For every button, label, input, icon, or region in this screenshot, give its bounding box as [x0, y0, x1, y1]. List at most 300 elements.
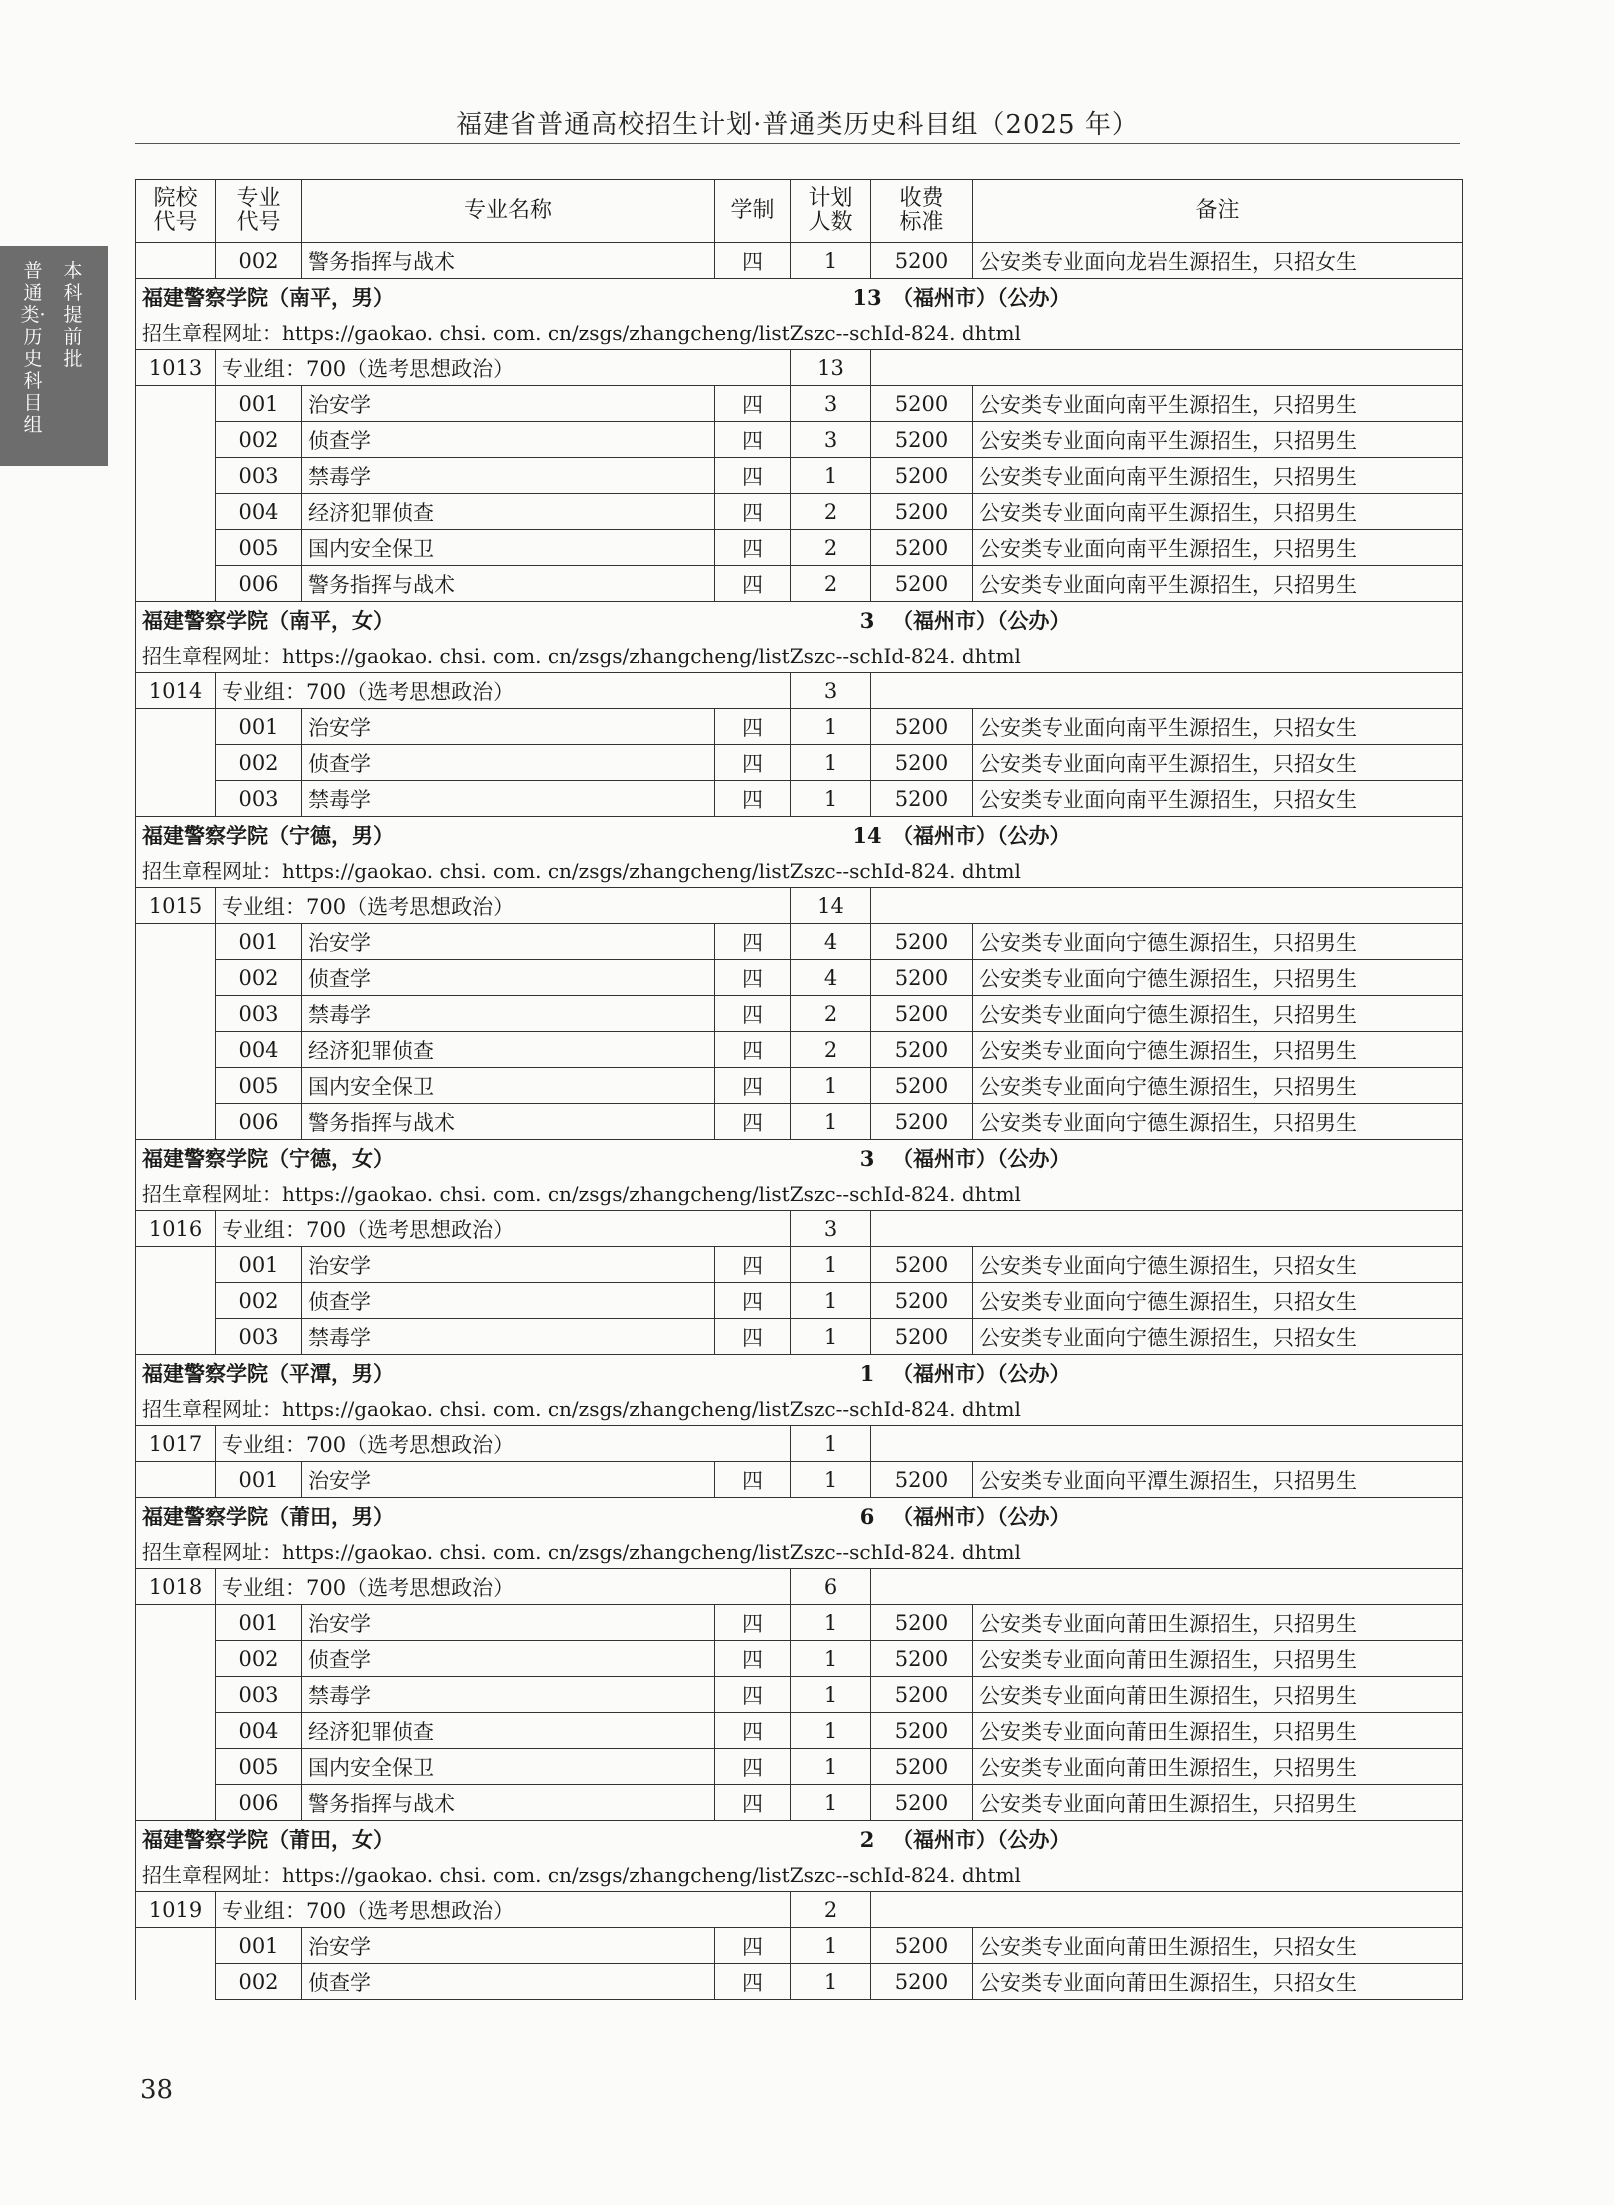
major-code: 003	[216, 1319, 302, 1355]
institution-cell	[136, 602, 1463, 638]
major-plan: 1	[791, 1928, 871, 1964]
major-years: 四	[715, 781, 791, 817]
major-note: 公安类专业面向南平生源招生，只招男生	[973, 458, 1463, 494]
school-code-cell	[136, 1964, 216, 2000]
school-code-cell	[136, 781, 216, 817]
major-fee: 5200	[871, 494, 973, 530]
group-plan: 14	[791, 888, 871, 924]
institution-row	[136, 1355, 1463, 1391]
institution-cell	[136, 817, 1463, 853]
charter-url-label: 招生章程网址：	[142, 1863, 282, 1887]
major-code: 006	[216, 1785, 302, 1821]
major-name: 治安学	[302, 924, 715, 960]
school-code-cell	[136, 1785, 216, 1821]
table-row	[136, 781, 1463, 817]
major-note: 公安类专业面向莆田生源招生，只招男生	[973, 1677, 1463, 1713]
major-plan: 1	[791, 458, 871, 494]
major-fee: 5200	[871, 422, 973, 458]
charter-url-cell	[136, 1856, 1463, 1892]
header-school-code-label: 院校 代号	[153, 186, 198, 235]
group-empty-cell	[871, 350, 1463, 386]
institution-name: 福建警察学院（宁德，女）	[142, 1145, 394, 1171]
charter-url-link[interactable]: https://gaokao. chsi. com. cn/zsgs/zhangcheng/listZszc--schId-824. dhtml	[282, 1182, 1021, 1206]
major-plan: 1	[791, 1319, 871, 1355]
institution-plan: 1	[859, 1360, 875, 1386]
major-name: 经济犯罪侦查	[302, 1032, 715, 1068]
header-plan-label: 计划 人数	[808, 186, 853, 235]
group-empty-cell	[871, 1892, 1463, 1928]
major-name: 警务指挥与战术	[302, 1785, 715, 1821]
charter-url-link[interactable]: https://gaokao. chsi. com. cn/zsgs/zhangcheng/listZszc--schId-824. dhtml	[282, 644, 1021, 668]
header-major-code	[216, 180, 302, 243]
table-row	[136, 960, 1463, 996]
major-note: 公安类专业面向南平生源招生，只招男生	[973, 566, 1463, 602]
institution-plan: 14	[852, 822, 882, 848]
major-fee: 5200	[871, 1928, 973, 1964]
major-fee: 5200	[871, 1677, 973, 1713]
major-fee: 5200	[871, 1713, 973, 1749]
charter-url-label: 招生章程网址：	[142, 1397, 282, 1421]
table-row	[136, 1713, 1463, 1749]
major-code: 002	[216, 1964, 302, 2000]
major-note: 公安类专业面向南平生源招生，只招女生	[973, 745, 1463, 781]
institution-plan: 3	[859, 607, 875, 633]
major-code: 001	[216, 924, 302, 960]
major-years: 四	[715, 924, 791, 960]
major-name: 治安学	[302, 1928, 715, 1964]
major-code: 002	[216, 422, 302, 458]
enrollment-plan-table	[135, 179, 1463, 2000]
institution-info: （福州市）（公办）	[892, 607, 1071, 633]
major-fee: 5200	[871, 1104, 973, 1140]
major-fee: 5200	[871, 745, 973, 781]
major-note: 公安类专业面向龙岩生源招生，只招女生	[973, 243, 1463, 279]
major-years: 四	[715, 1283, 791, 1319]
major-years: 四	[715, 1677, 791, 1713]
major-years: 四	[715, 386, 791, 422]
major-code: 002	[216, 1283, 302, 1319]
charter-url-link[interactable]: https://gaokao. chsi. com. cn/zsgs/zhangcheng/listZszc--schId-824. dhtml	[282, 1863, 1021, 1887]
major-plan: 1	[791, 1068, 871, 1104]
major-years: 四	[715, 566, 791, 602]
major-code: 003	[216, 781, 302, 817]
major-plan: 1	[791, 781, 871, 817]
school-code-cell	[136, 745, 216, 781]
major-name: 禁毒学	[302, 1319, 715, 1355]
major-code: 001	[216, 1247, 302, 1283]
institution-row	[136, 817, 1463, 853]
major-plan: 1	[791, 745, 871, 781]
major-plan: 2	[791, 494, 871, 530]
major-code: 003	[216, 458, 302, 494]
table-row	[136, 924, 1463, 960]
institution-info: （福州市）（公办）	[892, 1360, 1071, 1386]
page-number: 38	[140, 2075, 174, 2105]
charter-url-label: 招生章程网址：	[142, 644, 282, 668]
page-header: 福建省普通高校招生计划·普通类历史科目组（2025 年）	[456, 110, 1139, 140]
charter-url-cell	[136, 1175, 1463, 1211]
school-code-cell	[136, 1032, 216, 1068]
group-plan: 3	[791, 673, 871, 709]
major-note: 公安类专业面向莆田生源招生，只招男生	[973, 1749, 1463, 1785]
major-group-row	[136, 888, 1463, 924]
header-major-name	[302, 180, 715, 243]
group-plan: 2	[791, 1892, 871, 1928]
institution-info: （福州市）（公办）	[892, 1826, 1071, 1852]
major-fee: 5200	[871, 709, 973, 745]
major-code: 005	[216, 530, 302, 566]
major-years: 四	[715, 1713, 791, 1749]
major-note: 公安类专业面向南平生源招生，只招女生	[973, 709, 1463, 745]
major-name: 警务指挥与战术	[302, 1104, 715, 1140]
major-note: 公安类专业面向宁德生源招生，只招男生	[973, 924, 1463, 960]
institution-info: （福州市）（公办）	[892, 822, 1071, 848]
school-code: 1017	[136, 1426, 216, 1462]
major-fee: 5200	[871, 1749, 973, 1785]
major-name: 警务指挥与战术	[302, 243, 715, 279]
table-row	[136, 494, 1463, 530]
institution-row	[136, 1498, 1463, 1534]
major-name: 治安学	[302, 1462, 715, 1498]
institution-cell	[136, 279, 1463, 315]
major-name: 侦查学	[302, 1641, 715, 1677]
header-note-label: 备注	[1195, 198, 1240, 223]
school-code-cell	[136, 1749, 216, 1785]
group-plan: 13	[791, 350, 871, 386]
major-years: 四	[715, 1641, 791, 1677]
major-plan: 2	[791, 530, 871, 566]
major-group-label: 专业组：700（选考思想政治）	[216, 1211, 791, 1247]
school-code-cell	[136, 566, 216, 602]
school-code-cell	[136, 996, 216, 1032]
institution-row	[136, 602, 1463, 638]
major-code: 005	[216, 1068, 302, 1104]
major-plan: 1	[791, 1283, 871, 1319]
table-row	[136, 1964, 1463, 2000]
major-years: 四	[715, 996, 791, 1032]
table-row	[136, 1462, 1463, 1498]
school-code-cell	[136, 924, 216, 960]
table-row	[136, 243, 1463, 279]
group-empty-cell	[871, 673, 1463, 709]
major-group-row	[136, 1426, 1463, 1462]
group-plan: 1	[791, 1426, 871, 1462]
major-group-row	[136, 1211, 1463, 1247]
major-years: 四	[715, 709, 791, 745]
side-tab	[0, 246, 108, 466]
major-group-label: 专业组：700（选考思想政治）	[216, 1426, 791, 1462]
major-years: 四	[715, 422, 791, 458]
charter-url-label: 招生章程网址：	[142, 1182, 282, 1206]
major-note: 公安类专业面向莆田生源招生，只招男生	[973, 1641, 1463, 1677]
major-code: 002	[216, 745, 302, 781]
charter-url-row	[136, 852, 1463, 888]
school-code-cell	[136, 386, 216, 422]
charter-url-row	[136, 314, 1463, 350]
major-fee: 5200	[871, 1247, 973, 1283]
school-code: 1019	[136, 1892, 216, 1928]
major-name: 经济犯罪侦查	[302, 494, 715, 530]
major-code: 002	[216, 243, 302, 279]
school-code-cell	[136, 709, 216, 745]
major-group-label: 专业组：700（选考思想政治）	[216, 350, 791, 386]
major-fee: 5200	[871, 243, 973, 279]
header-note	[973, 180, 1463, 243]
major-fee: 5200	[871, 566, 973, 602]
major-years: 四	[715, 530, 791, 566]
major-note: 公安类专业面向南平生源招生，只招男生	[973, 530, 1463, 566]
header-major-code-label: 专业 代号	[236, 186, 281, 235]
major-name: 侦查学	[302, 422, 715, 458]
major-plan: 2	[791, 566, 871, 602]
institution-plan: 3	[859, 1145, 875, 1171]
header-plan	[791, 180, 871, 243]
school-code-cell	[136, 458, 216, 494]
table-row	[136, 1928, 1463, 1964]
school-code-cell	[136, 1462, 216, 1498]
table-row	[136, 1068, 1463, 1104]
major-plan: 3	[791, 422, 871, 458]
major-plan: 1	[791, 1104, 871, 1140]
major-plan: 1	[791, 1785, 871, 1821]
major-name: 禁毒学	[302, 458, 715, 494]
major-years: 四	[715, 1104, 791, 1140]
major-code: 003	[216, 1677, 302, 1713]
header-fee-label: 收费 标准	[899, 186, 944, 235]
institution-plan: 6	[859, 1503, 875, 1529]
school-code-cell	[136, 1068, 216, 1104]
charter-url-link[interactable]: https://gaokao. chsi. com. cn/zsgs/zhangcheng/listZszc--schId-824. dhtml	[282, 859, 1021, 883]
group-empty-cell	[871, 1426, 1463, 1462]
major-note: 公安类专业面向宁德生源招生，只招男生	[973, 1068, 1463, 1104]
header-major-name-label: 专业名称	[463, 198, 552, 223]
major-fee: 5200	[871, 458, 973, 494]
institution-name: 福建警察学院（莆田，女）	[142, 1826, 394, 1852]
major-years: 四	[715, 1785, 791, 1821]
major-note: 公安类专业面向宁德生源招生，只招女生	[973, 1319, 1463, 1355]
major-years: 四	[715, 1247, 791, 1283]
major-note: 公安类专业面向宁德生源招生，只招男生	[973, 1104, 1463, 1140]
table-row	[136, 1641, 1463, 1677]
major-note: 公安类专业面向南平生源招生，只招男生	[973, 422, 1463, 458]
school-code-cell	[136, 1677, 216, 1713]
major-name: 国内安全保卫	[302, 1068, 715, 1104]
major-fee: 5200	[871, 530, 973, 566]
table-row	[136, 1104, 1463, 1140]
major-note: 公安类专业面向南平生源招生，只招男生	[973, 494, 1463, 530]
major-plan: 1	[791, 1749, 871, 1785]
major-code: 006	[216, 566, 302, 602]
institution-cell	[136, 1355, 1463, 1391]
school-code: 1013	[136, 350, 216, 386]
major-plan: 1	[791, 1677, 871, 1713]
school-code-cell	[136, 1104, 216, 1140]
major-code: 001	[216, 1928, 302, 1964]
major-years: 四	[715, 1749, 791, 1785]
major-group-label: 专业组：700（选考思想政治）	[216, 888, 791, 924]
header-fee	[871, 180, 973, 243]
major-years: 四	[715, 1928, 791, 1964]
major-name: 禁毒学	[302, 781, 715, 817]
major-years: 四	[715, 1964, 791, 2000]
school-code-cell	[136, 960, 216, 996]
major-fee: 5200	[871, 1032, 973, 1068]
header-rule	[135, 143, 1460, 144]
group-plan: 6	[791, 1569, 871, 1605]
major-plan: 1	[791, 243, 871, 279]
major-note: 公安类专业面向宁德生源招生，只招男生	[973, 996, 1463, 1032]
major-code: 001	[216, 1605, 302, 1641]
major-code: 004	[216, 1032, 302, 1068]
institution-cell	[136, 1821, 1463, 1857]
major-name: 侦查学	[302, 1283, 715, 1319]
charter-url-row	[136, 1175, 1463, 1211]
major-note: 公安类专业面向南平生源招生，只招女生	[973, 781, 1463, 817]
school-code-cell	[136, 1713, 216, 1749]
group-empty-cell	[871, 1569, 1463, 1605]
school-code-cell	[136, 243, 216, 279]
table-row	[136, 530, 1463, 566]
major-plan: 1	[791, 1605, 871, 1641]
institution-info: （福州市）（公办）	[892, 1503, 1071, 1529]
charter-url-cell	[136, 1533, 1463, 1569]
institution-info: （福州市）（公办）	[892, 284, 1071, 310]
school-code-cell	[136, 1319, 216, 1355]
major-name: 治安学	[302, 709, 715, 745]
school-code: 1015	[136, 888, 216, 924]
major-code: 001	[216, 709, 302, 745]
institution-cell	[136, 1498, 1463, 1534]
institution-plan: 2	[859, 1826, 875, 1852]
major-plan: 2	[791, 1032, 871, 1068]
charter-url-label: 招生章程网址：	[142, 321, 282, 345]
major-name: 侦查学	[302, 960, 715, 996]
major-years: 四	[715, 494, 791, 530]
major-plan: 3	[791, 386, 871, 422]
major-group-label: 专业组：700（选考思想政治）	[216, 1569, 791, 1605]
institution-name: 福建警察学院（南平，男）	[142, 284, 394, 310]
major-name: 经济犯罪侦查	[302, 1713, 715, 1749]
charter-url-link[interactable]: https://gaokao. chsi. com. cn/zsgs/zhangcheng/listZszc--schId-824. dhtml	[282, 1540, 1021, 1564]
table-row	[136, 1785, 1463, 1821]
table-row	[136, 1283, 1463, 1319]
charter-url-link[interactable]: https://gaokao. chsi. com. cn/zsgs/zhangcheng/listZszc--schId-824. dhtml	[282, 1397, 1021, 1421]
major-name: 禁毒学	[302, 1677, 715, 1713]
major-years: 四	[715, 1462, 791, 1498]
major-name: 国内安全保卫	[302, 1749, 715, 1785]
major-years: 四	[715, 745, 791, 781]
major-note: 公安类专业面向宁德生源招生，只招男生	[973, 1032, 1463, 1068]
institution-name: 福建警察学院（平潭，男）	[142, 1360, 394, 1386]
major-code: 004	[216, 494, 302, 530]
major-group-row	[136, 350, 1463, 386]
institution-name: 福建警察学院（莆田，男）	[142, 1503, 394, 1529]
major-name: 警务指挥与战术	[302, 566, 715, 602]
table-row	[136, 458, 1463, 494]
major-fee: 5200	[871, 960, 973, 996]
major-name: 侦查学	[302, 1964, 715, 2000]
header-school-code	[136, 180, 216, 243]
major-group-label: 专业组：700（选考思想政治）	[216, 673, 791, 709]
major-fee: 5200	[871, 1605, 973, 1641]
major-code: 002	[216, 1641, 302, 1677]
major-fee: 5200	[871, 1068, 973, 1104]
major-fee: 5200	[871, 1785, 973, 1821]
major-fee: 5200	[871, 996, 973, 1032]
school-code: 1014	[136, 673, 216, 709]
table-row	[136, 745, 1463, 781]
header-years	[715, 180, 791, 243]
charter-url-cell	[136, 1390, 1463, 1426]
group-empty-cell	[871, 888, 1463, 924]
table-row	[136, 1749, 1463, 1785]
major-years: 四	[715, 960, 791, 996]
major-years: 四	[715, 243, 791, 279]
major-years: 四	[715, 1319, 791, 1355]
school-code-cell	[136, 1641, 216, 1677]
major-name: 侦查学	[302, 745, 715, 781]
major-group-row	[136, 673, 1463, 709]
table-row	[136, 1605, 1463, 1641]
charter-url-label: 招生章程网址：	[142, 1540, 282, 1564]
institution-info: （福州市）（公办）	[892, 1145, 1071, 1171]
school-code-cell	[136, 1283, 216, 1319]
major-plan: 1	[791, 1641, 871, 1677]
charter-url-row	[136, 637, 1463, 673]
group-empty-cell	[871, 1211, 1463, 1247]
institution-row	[136, 1140, 1463, 1176]
major-fee: 5200	[871, 924, 973, 960]
institution-row	[136, 1821, 1463, 1857]
major-code: 005	[216, 1749, 302, 1785]
school-code: 1016	[136, 1211, 216, 1247]
major-note: 公安类专业面向莆田生源招生，只招男生	[973, 1605, 1463, 1641]
group-plan: 3	[791, 1211, 871, 1247]
major-note: 公安类专业面向宁德生源招生，只招女生	[973, 1247, 1463, 1283]
institution-name: 福建警察学院（南平，女）	[142, 607, 394, 633]
major-plan: 1	[791, 1713, 871, 1749]
charter-url-row	[136, 1533, 1463, 1569]
table-row	[136, 422, 1463, 458]
school-code-cell	[136, 422, 216, 458]
table-row	[136, 709, 1463, 745]
major-plan: 1	[791, 1964, 871, 2000]
institution-cell	[136, 1140, 1463, 1176]
charter-url-cell	[136, 637, 1463, 673]
major-fee: 5200	[871, 781, 973, 817]
table-row	[136, 1677, 1463, 1713]
table-row	[136, 1247, 1463, 1283]
charter-url-cell	[136, 314, 1463, 350]
institution-row	[136, 279, 1463, 315]
table-row	[136, 566, 1463, 602]
major-years: 四	[715, 1032, 791, 1068]
major-fee: 5200	[871, 386, 973, 422]
major-fee: 5200	[871, 1462, 973, 1498]
major-note: 公安类专业面向平潭生源招生，只招男生	[973, 1462, 1463, 1498]
charter-url-link[interactable]: https://gaokao. chsi. com. cn/zsgs/zhangcheng/listZszc--schId-824. dhtml	[282, 321, 1021, 345]
major-code: 001	[216, 386, 302, 422]
school-code-cell	[136, 1605, 216, 1641]
major-code: 002	[216, 960, 302, 996]
institution-plan: 13	[852, 284, 882, 310]
major-fee: 5200	[871, 1319, 973, 1355]
major-note: 公安类专业面向莆田生源招生，只招男生	[973, 1785, 1463, 1821]
major-plan: 4	[791, 924, 871, 960]
major-plan: 1	[791, 709, 871, 745]
major-years: 四	[715, 458, 791, 494]
major-note: 公安类专业面向莆田生源招生，只招男生	[973, 1713, 1463, 1749]
